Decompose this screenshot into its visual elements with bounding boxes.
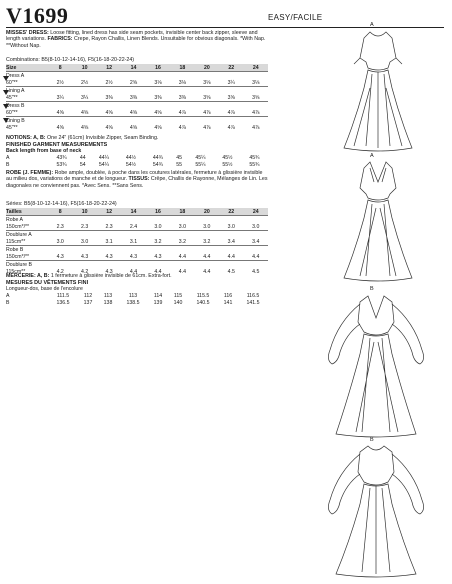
row-label: 115cm** bbox=[6, 268, 26, 275]
table-cell: 3⅛ bbox=[252, 79, 260, 86]
table-cell bbox=[121, 87, 145, 95]
table-cell bbox=[219, 246, 243, 254]
description-body: Loose fitting, lined dress has side seam pockets, invisible center back zipper, sleeve and length variations. bbox=[6, 30, 258, 43]
table-row bbox=[6, 253, 268, 261]
table-cell: 2.3 bbox=[105, 223, 113, 230]
table-cell bbox=[97, 72, 121, 80]
table-cell: 54½ bbox=[125, 161, 136, 168]
table-cell bbox=[170, 87, 194, 95]
french-description bbox=[6, 170, 268, 189]
table-cell bbox=[121, 216, 145, 224]
fabrics-text: Crepe, Rayon Challis, Linen Blends. Unsuitable for obvious diagonals. *With Nap. **Without Nap. bbox=[6, 36, 266, 49]
table-cell bbox=[48, 261, 72, 269]
notions-label: NOTIONS: A, B: bbox=[6, 135, 46, 141]
table-cell bbox=[72, 72, 96, 80]
table-cell: 4⅝ bbox=[129, 109, 138, 116]
table-cell: 114 bbox=[153, 292, 163, 299]
row-label: 45"** bbox=[6, 124, 18, 131]
table-cell: 115.5 bbox=[196, 292, 210, 299]
robe-label: ROBE (J. FEMME): bbox=[6, 170, 54, 176]
row-label: Doublure A bbox=[6, 231, 48, 239]
table-cell: 4⅝ bbox=[56, 109, 64, 116]
table-cell bbox=[146, 87, 170, 95]
description-title: MISSES' DRESS: bbox=[6, 30, 49, 36]
finished-fr-table bbox=[6, 292, 268, 306]
table-row bbox=[6, 223, 268, 231]
table-cell: 3¼ bbox=[56, 94, 64, 101]
table-cell bbox=[244, 246, 269, 254]
mercerie-text: 1 fermeture à glissière invisible de 61cm. Extra-fort. bbox=[50, 273, 172, 279]
table-cell: 111.5 bbox=[56, 292, 70, 299]
table-cell bbox=[121, 231, 145, 239]
table-cell: 3.4 bbox=[252, 238, 260, 245]
table-cell: 4⅝ bbox=[154, 109, 162, 116]
table-cell: 4.4 bbox=[203, 268, 211, 275]
table-cell: 3⅛ bbox=[154, 79, 162, 86]
table-row bbox=[6, 94, 268, 102]
table-cell: 4.5 bbox=[227, 268, 235, 275]
table-row bbox=[6, 124, 268, 131]
table-cell: 4.4 bbox=[252, 253, 260, 260]
table-cell bbox=[146, 261, 170, 269]
row-label: Lining A bbox=[6, 87, 48, 95]
table-header-cell: 24 bbox=[244, 64, 269, 72]
table-cell bbox=[121, 102, 145, 110]
row-label: Dress B bbox=[6, 102, 48, 110]
table-cell: 3⅝ bbox=[252, 94, 260, 101]
table-cell: 112 bbox=[83, 292, 93, 299]
table-cell: 4.4 bbox=[227, 253, 235, 260]
fabrics-label: FABRICS: bbox=[47, 36, 73, 43]
table-cell bbox=[244, 72, 269, 80]
table-cell bbox=[244, 87, 269, 95]
table-cell bbox=[121, 117, 145, 125]
table-cell: 2½ bbox=[56, 79, 64, 86]
table-cell: 3.0 bbox=[154, 223, 162, 230]
table-header-row bbox=[6, 64, 268, 72]
table-cell bbox=[97, 117, 121, 125]
sketch-label-a-top: A bbox=[370, 22, 374, 28]
table-cell: 3.0 bbox=[56, 238, 64, 245]
row-label: 150cm*/** bbox=[6, 253, 30, 260]
dress-b-front-sketch bbox=[316, 292, 436, 440]
row-label: 45"** bbox=[6, 94, 18, 101]
table-cell bbox=[97, 87, 121, 95]
arrow-marker bbox=[3, 104, 9, 109]
table-cell bbox=[195, 72, 219, 80]
row-label: Robe A bbox=[6, 216, 48, 224]
table-cell bbox=[121, 246, 145, 254]
table-cell bbox=[146, 216, 170, 224]
table-cell: 116.5 bbox=[246, 292, 260, 299]
table-cell: 4.4 bbox=[178, 268, 187, 275]
notions bbox=[6, 135, 268, 141]
table-cell: 138 bbox=[103, 299, 113, 306]
table-cell bbox=[195, 117, 219, 125]
table-cell: 55½ bbox=[222, 161, 233, 168]
row-label: 115cm** bbox=[6, 238, 26, 245]
table-cell: 44½ bbox=[125, 154, 136, 161]
table-cell bbox=[97, 216, 121, 224]
dress-a-front-sketch bbox=[330, 158, 426, 284]
table-cell: 4⅝ bbox=[81, 124, 89, 131]
table-header-cell: 12 bbox=[97, 64, 121, 72]
table-cell: 55¾ bbox=[249, 161, 260, 168]
table-cell bbox=[195, 216, 219, 224]
table-cell bbox=[72, 102, 96, 110]
table-row bbox=[6, 231, 268, 239]
table-cell: 3.1 bbox=[129, 238, 138, 245]
table-row bbox=[6, 87, 268, 95]
table-cell bbox=[195, 246, 219, 254]
table-cell bbox=[244, 117, 269, 125]
table-cell: 45½ bbox=[222, 154, 233, 161]
table-cell: 4.4 bbox=[129, 268, 138, 275]
table-cell bbox=[170, 261, 194, 269]
table-cell: 54¼ bbox=[98, 161, 109, 168]
table-cell: 54 bbox=[79, 161, 86, 168]
table-cell: 2.4 bbox=[129, 223, 138, 230]
table-cell: 4.4 bbox=[178, 253, 187, 260]
table-cell bbox=[48, 246, 72, 254]
table-cell: 113 bbox=[128, 292, 138, 299]
table-cell: 55 bbox=[176, 161, 183, 168]
table-cell: 3⅝ bbox=[203, 94, 211, 101]
tissus-label: TISSUS: bbox=[128, 176, 150, 183]
table-row bbox=[6, 246, 268, 254]
table-cell: 3.4 bbox=[227, 238, 235, 245]
table-cell: 3.0 bbox=[227, 223, 235, 230]
table-cell bbox=[146, 102, 170, 110]
description bbox=[6, 30, 268, 49]
row-label: 60"** bbox=[6, 109, 18, 116]
table-header-cell: 16 bbox=[146, 208, 170, 216]
table-cell: 3.0 bbox=[178, 223, 187, 230]
table-cell: 4.2 bbox=[56, 268, 64, 275]
table-cell: 4⅝ bbox=[129, 124, 138, 131]
table-cell: 55¼ bbox=[195, 161, 206, 168]
table-cell bbox=[48, 102, 72, 110]
row-label: 60"** bbox=[6, 79, 18, 86]
table-cell bbox=[121, 261, 145, 269]
table-cell: 3.0 bbox=[252, 223, 260, 230]
table-cell: 4.3 bbox=[154, 253, 162, 260]
row-label: Robe B bbox=[6, 246, 48, 254]
table-cell: 140 bbox=[173, 299, 183, 306]
table-cell: 4⅝ bbox=[105, 124, 113, 131]
table-cell bbox=[48, 72, 72, 80]
finished-subtitle: Back length from base of neck bbox=[6, 148, 82, 154]
table-cell: 4.3 bbox=[129, 253, 138, 260]
sketch-label-a-front: A bbox=[370, 153, 374, 159]
table-cell: 141 bbox=[223, 299, 233, 306]
table-header-cell: 8 bbox=[48, 208, 72, 216]
table-row bbox=[6, 292, 268, 299]
row-label: 150cm*/** bbox=[6, 223, 30, 230]
table-cell: 3¼ bbox=[227, 79, 235, 86]
table-cell: 44¼ bbox=[98, 154, 109, 161]
table-cell: 3⅜ bbox=[129, 94, 138, 101]
table-cell bbox=[48, 216, 72, 224]
difficulty-label: EASY/FACILE bbox=[268, 13, 323, 22]
table-header-cell: 10 bbox=[72, 64, 96, 72]
yardage-table-fr bbox=[6, 208, 268, 275]
table-row bbox=[6, 117, 268, 125]
table-cell: 45¾ bbox=[249, 154, 260, 161]
table-row bbox=[6, 72, 268, 80]
table-cell: 3⅜ bbox=[178, 94, 187, 101]
table-cell: 3⅛ bbox=[178, 79, 187, 86]
table-header-cell: 14 bbox=[121, 64, 145, 72]
table-header-cell: 18 bbox=[170, 64, 194, 72]
table-cell bbox=[97, 102, 121, 110]
pattern-number: V1699 bbox=[6, 3, 69, 28]
table-cell: 44¾ bbox=[152, 154, 163, 161]
yardage-table-en bbox=[6, 64, 268, 131]
table-cell: 3.0 bbox=[203, 223, 211, 230]
table-cell bbox=[72, 261, 96, 269]
table-cell: 140.5 bbox=[196, 299, 210, 306]
table-cell: 4.4 bbox=[203, 253, 211, 260]
row-label: Lining B bbox=[6, 117, 48, 125]
table-cell: 2⅝ bbox=[129, 79, 138, 86]
table-cell bbox=[121, 72, 145, 80]
table-header-cell: 22 bbox=[219, 64, 243, 72]
table-row bbox=[6, 238, 268, 246]
arrow-marker bbox=[3, 90, 9, 95]
table-cell bbox=[72, 231, 96, 239]
table-cell: 4⅞ bbox=[227, 124, 235, 131]
table-cell: 3.2 bbox=[178, 238, 187, 245]
table-cell bbox=[244, 216, 269, 224]
table-header-cell: 22 bbox=[219, 208, 243, 216]
table-cell: 4.3 bbox=[105, 253, 113, 260]
table-cell: 4⅞ bbox=[203, 124, 211, 131]
tissus-text: Crêpe, Challis de Rayonne, Mélanges de Lin. Les diagonales ne conviennent pas. *Avec Sens. **Sans Sens. bbox=[6, 176, 268, 189]
table-cell: 139 bbox=[153, 299, 163, 306]
table-cell bbox=[219, 117, 243, 125]
table-header-cell: 8 bbox=[48, 64, 72, 72]
table-cell: 43¾ bbox=[56, 154, 67, 161]
table-cell: 3⅜ bbox=[105, 94, 113, 101]
table-row bbox=[6, 216, 268, 224]
table-header-cell: 20 bbox=[195, 64, 219, 72]
table-cell bbox=[244, 102, 269, 110]
table-cell bbox=[195, 87, 219, 95]
table-cell: 4.4 bbox=[154, 268, 162, 275]
notions-text: One 24" (61cm) Invisible Zipper, Seam Binding. bbox=[47, 135, 159, 141]
table-cell: 4⅝ bbox=[105, 109, 113, 116]
table-cell bbox=[72, 87, 96, 95]
row-label: Doublure B bbox=[6, 261, 48, 269]
table-cell bbox=[195, 231, 219, 239]
table-cell: 3.2 bbox=[203, 238, 211, 245]
table-cell: 4⅞ bbox=[252, 124, 260, 131]
table-cell: 4⅝ bbox=[154, 124, 162, 131]
table-row bbox=[6, 102, 268, 110]
table-cell: 3⅛ bbox=[203, 79, 211, 86]
table-cell bbox=[146, 117, 170, 125]
table-cell: 2½ bbox=[81, 79, 89, 86]
table-cell: 115 bbox=[173, 292, 183, 299]
table-cell bbox=[170, 246, 194, 254]
table-cell: 4.3 bbox=[81, 253, 89, 260]
table-cell: 136.5 bbox=[56, 299, 70, 306]
table-cell: 2.3 bbox=[56, 223, 64, 230]
table-cell: 4⅞ bbox=[178, 124, 187, 131]
table-cell bbox=[219, 261, 243, 269]
table-cell bbox=[48, 87, 72, 95]
table-row bbox=[6, 79, 268, 87]
table-header-cell: 10 bbox=[72, 208, 96, 216]
table-cell: 4⅝ bbox=[81, 109, 89, 116]
table-cell: 3.2 bbox=[154, 238, 162, 245]
table-header-cell: Size bbox=[6, 64, 48, 72]
table-cell: 116 bbox=[223, 292, 233, 299]
table-cell bbox=[219, 231, 243, 239]
table-cell: 3.1 bbox=[105, 238, 113, 245]
table-cell: 4.2 bbox=[81, 268, 89, 275]
table-cell bbox=[170, 216, 194, 224]
table-cell bbox=[48, 117, 72, 125]
sketch-label-b-back: B bbox=[370, 437, 374, 443]
table-cell: 3.0 bbox=[81, 238, 89, 245]
table-cell: 3¼ bbox=[81, 94, 89, 101]
table-cell bbox=[170, 102, 194, 110]
table-cell bbox=[219, 72, 243, 80]
table-header-cell: Tailles bbox=[6, 208, 48, 216]
table-cell bbox=[146, 246, 170, 254]
sketch-label-b: B bbox=[370, 286, 374, 292]
table-cell bbox=[195, 102, 219, 110]
table-cell bbox=[72, 117, 96, 125]
table-cell: 4⅝ bbox=[56, 124, 64, 131]
table-cell bbox=[170, 72, 194, 80]
table-cell bbox=[219, 102, 243, 110]
table-cell bbox=[170, 231, 194, 239]
table-cell bbox=[195, 261, 219, 269]
row-label: B bbox=[6, 161, 10, 168]
table-cell: 4⅞ bbox=[252, 109, 260, 116]
table-header-cell: 20 bbox=[195, 208, 219, 216]
table-cell: 4⅞ bbox=[227, 109, 235, 116]
table-cell: 4.5 bbox=[252, 268, 260, 275]
finished-title: FINISHED GARMENT MEASUREMENTS bbox=[6, 142, 108, 148]
finished-table bbox=[6, 154, 268, 168]
table-cell: 4.3 bbox=[56, 253, 64, 260]
table-cell: 2.3 bbox=[81, 223, 89, 230]
table-cell bbox=[97, 246, 121, 254]
dress-a-back-sketch bbox=[330, 28, 426, 153]
table-cell: 45¼ bbox=[195, 154, 206, 161]
table-header-cell: 24 bbox=[244, 208, 269, 216]
table-cell bbox=[244, 231, 269, 239]
table-cell bbox=[219, 216, 243, 224]
table-row bbox=[6, 154, 268, 161]
arrow-marker bbox=[3, 118, 9, 123]
table-cell bbox=[97, 231, 121, 239]
table-cell: 113 bbox=[103, 292, 113, 299]
table-cell: 137 bbox=[83, 299, 93, 306]
table-header-cell: 18 bbox=[170, 208, 194, 216]
table-row bbox=[6, 161, 268, 168]
series: Séries: B5(8-10-12-14-16), F5(16-18-20-22-24) bbox=[6, 201, 117, 207]
dress-b-back-sketch bbox=[316, 442, 436, 580]
table-cell: 141.5 bbox=[246, 299, 260, 306]
table-cell: 3⅜ bbox=[154, 94, 162, 101]
table-cell: 138.5 bbox=[126, 299, 140, 306]
mercerie bbox=[6, 273, 268, 279]
table-cell: 4⅞ bbox=[178, 109, 187, 116]
row-label: Dress A bbox=[6, 72, 48, 80]
combinations: Combinations: B5(8-10-12-14-16), F5(16-18-20-22-24) bbox=[6, 57, 135, 63]
table-cell: 44 bbox=[79, 154, 86, 161]
table-row bbox=[6, 261, 268, 269]
table-cell: 2½ bbox=[105, 79, 113, 86]
robe-text: Robe ample, doublée, à poche dans les coutures latérales, fermeture à glissière invisible au milieu dos, variations de manche et de longueur. bbox=[6, 170, 263, 183]
row-label: B bbox=[6, 299, 10, 306]
table-header-cell: 16 bbox=[146, 64, 170, 72]
table-cell bbox=[72, 246, 96, 254]
row-label: A bbox=[6, 154, 10, 161]
table-cell: 4⅞ bbox=[203, 109, 211, 116]
table-cell bbox=[48, 231, 72, 239]
finished-fr-title: MESURES DU VÊTEMENTS FINI bbox=[6, 280, 89, 286]
table-cell bbox=[244, 261, 269, 269]
finished-fr-subtitle: Longueur-dos, base de l'encolure bbox=[6, 286, 83, 292]
mercerie-label: MERCERIE: A, B: bbox=[6, 273, 50, 279]
table-header-cell: 14 bbox=[121, 208, 145, 216]
table-cell bbox=[146, 72, 170, 80]
table-cell bbox=[219, 87, 243, 95]
table-cell: 3⅝ bbox=[227, 94, 235, 101]
table-cell bbox=[146, 231, 170, 239]
table-cell: 53¾ bbox=[56, 161, 67, 168]
table-cell bbox=[72, 216, 96, 224]
row-label: A bbox=[6, 292, 10, 299]
table-row bbox=[6, 109, 268, 117]
table-cell: 4.3 bbox=[105, 268, 113, 275]
table-row bbox=[6, 299, 268, 306]
table-header-row bbox=[6, 208, 268, 216]
table-cell bbox=[170, 117, 194, 125]
table-header-cell: 12 bbox=[97, 208, 121, 216]
table-cell: 45 bbox=[176, 154, 183, 161]
table-cell bbox=[97, 261, 121, 269]
table-cell: 54¾ bbox=[152, 161, 163, 168]
arrow-marker bbox=[3, 76, 9, 81]
